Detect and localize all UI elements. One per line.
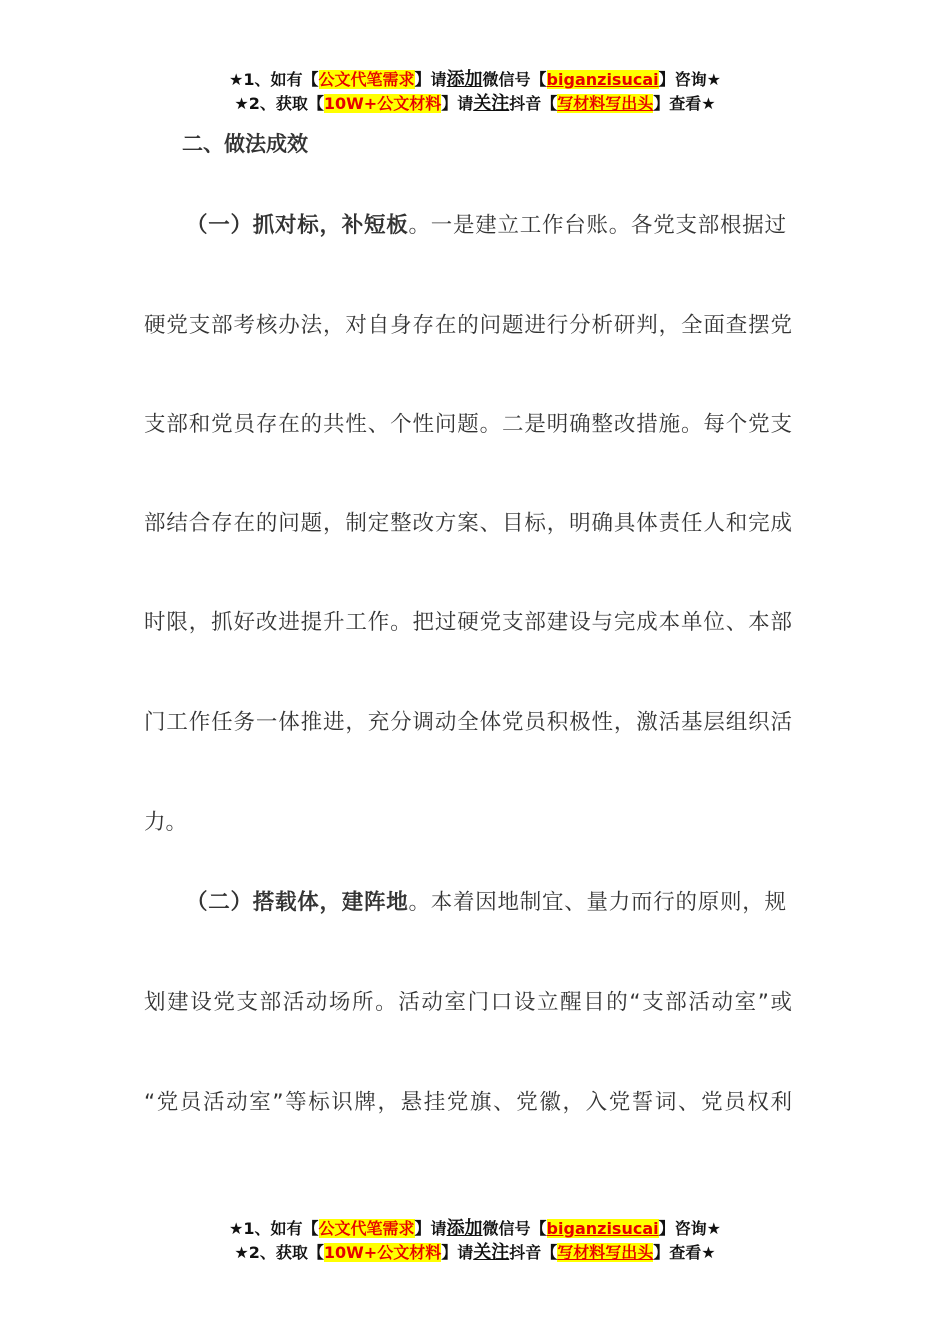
paragraph-2-lead: （二）搭载体，建阵地 bbox=[186, 890, 409, 915]
banner-text: ★1、如有【 bbox=[229, 70, 319, 89]
banner-text: 抖音【 bbox=[509, 1243, 558, 1262]
banner-douyin-id: 写材料写出头 bbox=[557, 1243, 654, 1262]
paragraph-2-line: “党员活动室”等标识牌，悬挂党旗、党徽，入党誓词、党员权利 bbox=[144, 1090, 792, 1115]
banner-line-2 bbox=[0, 92, 950, 116]
paragraph-1-line: 支部和党员存在的共性、个性问题。二是明确整改措施。每个党支 bbox=[144, 412, 792, 437]
banner-text: 】咨询★ bbox=[658, 70, 721, 89]
banner-underline: 关注 bbox=[473, 93, 510, 114]
banner-line-1 bbox=[0, 1217, 950, 1241]
paragraph-1-line: 时限，抓好改进提升工作。把过硬党支部建设与完成本单位、本部 bbox=[144, 610, 792, 635]
paragraph-2-line: 划建设党支部活动场所。活动室门口设立醒目的“支部活动室”或 bbox=[144, 990, 792, 1015]
paragraph-1-line: 部结合存在的问题，制定整改方案、目标，明确具体责任人和完成 bbox=[144, 511, 792, 536]
banner-line-1 bbox=[0, 68, 950, 92]
top-banner bbox=[0, 68, 950, 116]
banner-text: ★1、如有【 bbox=[229, 1219, 319, 1238]
banner-text: 】咨询★ bbox=[658, 1219, 721, 1238]
paragraph-2-rest: 。本着因地制宜、量力而行的原则，规 bbox=[408, 890, 786, 915]
banner-text: 】查看★ bbox=[653, 1243, 716, 1262]
banner-line-2 bbox=[0, 1241, 950, 1265]
bottom-banner bbox=[0, 1217, 950, 1265]
banner-highlight: 10W+公文材料 bbox=[323, 1243, 442, 1262]
banner-underline: 添加 bbox=[446, 69, 483, 90]
banner-text: 抖音【 bbox=[509, 94, 558, 113]
paragraph-1-line: 力。 bbox=[144, 810, 188, 835]
banner-douyin-id: 写材料写出头 bbox=[557, 94, 654, 113]
banner-text: 】请 bbox=[414, 70, 447, 89]
paragraph-2-first-line bbox=[186, 888, 786, 918]
banner-highlight: 公文代笔需求 bbox=[318, 1219, 415, 1238]
banner-highlight: 10W+公文材料 bbox=[323, 94, 442, 113]
paragraph-1-lead: （一）抓对标，补短板 bbox=[186, 213, 409, 238]
banner-underline: 关注 bbox=[473, 1242, 510, 1263]
banner-underline: 添加 bbox=[446, 1218, 483, 1239]
banner-text: 】查看★ bbox=[653, 94, 716, 113]
banner-text: ★2、获取【 bbox=[234, 1243, 324, 1262]
banner-text: 】请 bbox=[441, 1243, 474, 1262]
banner-text: 微信号【 bbox=[482, 70, 547, 89]
banner-wechat-id: biganzisucai bbox=[546, 70, 659, 89]
paragraph-1-line: 硬党支部考核办法，对自身存在的问题进行分析研判，全面查摆党 bbox=[144, 313, 792, 338]
paragraph-1-rest: 。一是建立工作台账。各党支部根据过 bbox=[408, 213, 786, 238]
banner-wechat-id: biganzisucai bbox=[546, 1219, 659, 1238]
section-heading: 二、做法成效 bbox=[182, 132, 308, 156]
banner-text: 】请 bbox=[414, 1219, 447, 1238]
paragraph-1-first-line bbox=[186, 211, 786, 241]
banner-highlight: 公文代笔需求 bbox=[318, 70, 415, 89]
banner-text: 微信号【 bbox=[482, 1219, 547, 1238]
paragraph-1-line: 门工作任务一体推进，充分调动全体党员积极性，激活基层组织活 bbox=[144, 710, 792, 735]
banner-text: 】请 bbox=[441, 94, 474, 113]
banner-text: ★2、获取【 bbox=[234, 94, 324, 113]
